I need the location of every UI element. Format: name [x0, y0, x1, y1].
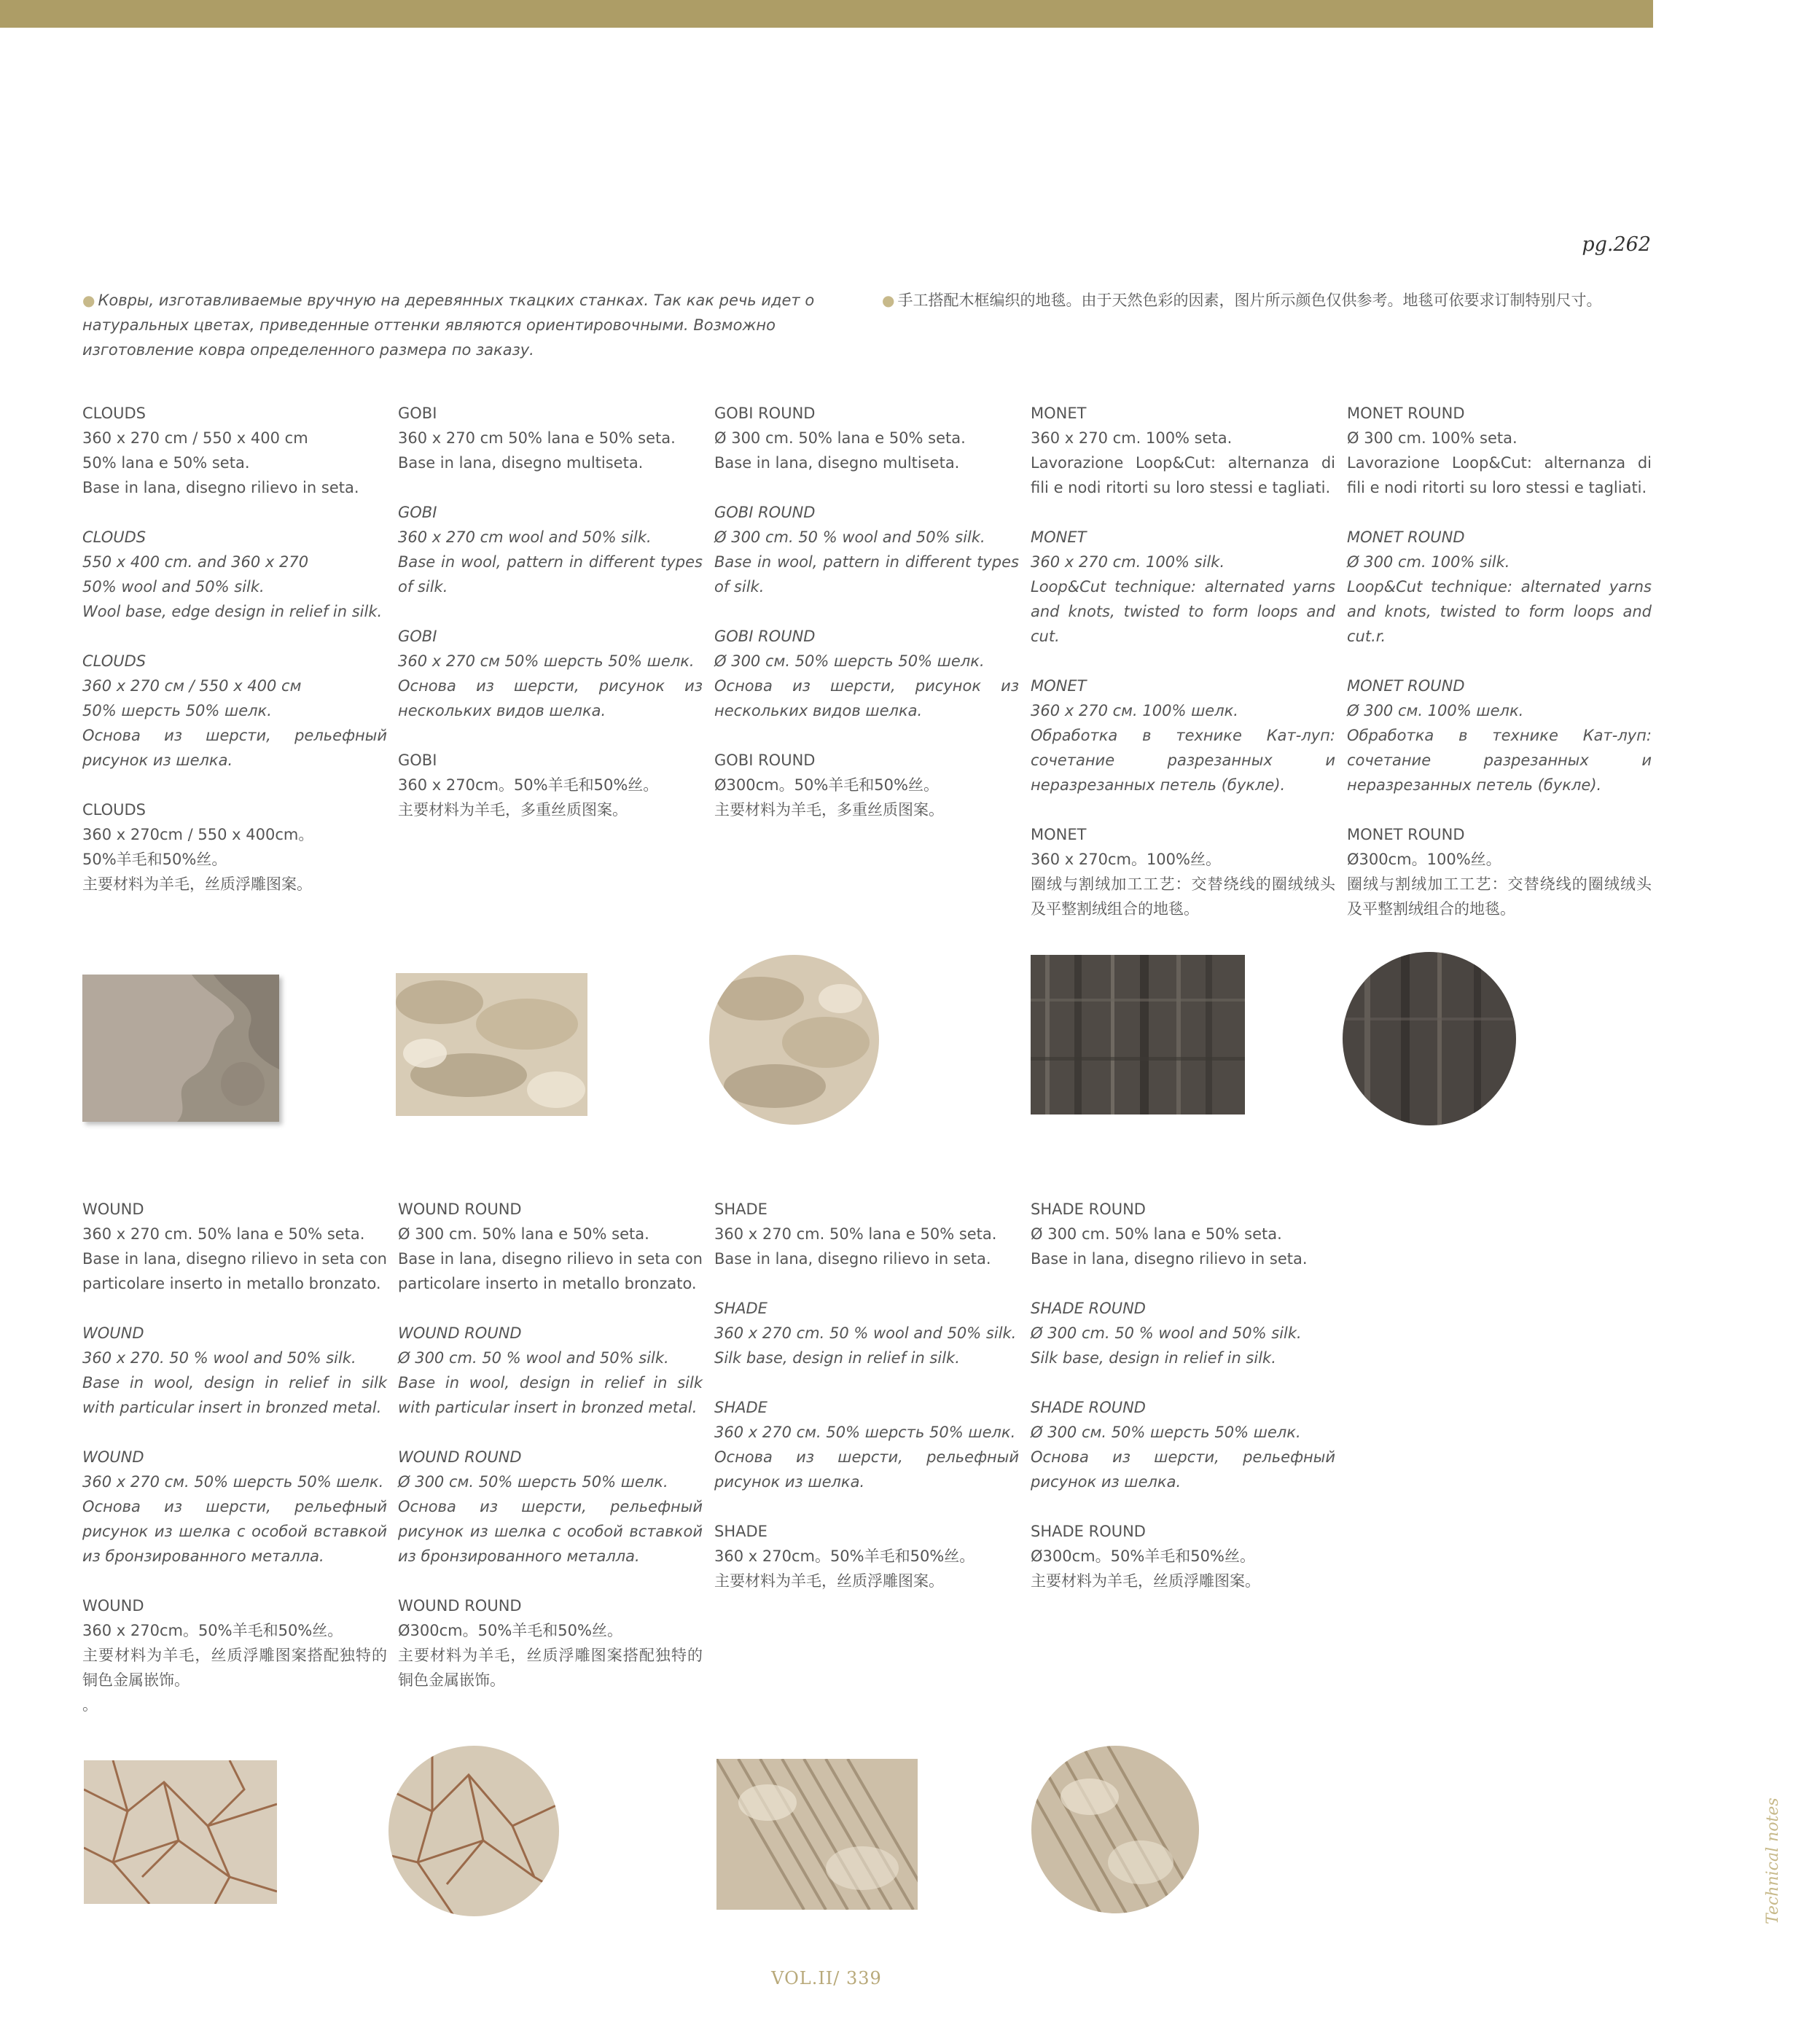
spec-line: 360 x 270cm / 550 x 400cm。 [82, 826, 314, 843]
product-name: SHADE [714, 1201, 768, 1218]
spec-line: Base in wool, pattern in different types of silk. [398, 553, 703, 596]
spec-line: Основа из шерсти, рельефный рисунок из шелка. [1031, 1448, 1335, 1491]
spec-block [398, 1445, 703, 1569]
shade-round-rug-image [1031, 1746, 1199, 1913]
spec-block [714, 500, 1019, 599]
product-name: CLOUDS [82, 801, 147, 819]
gobi-round-rug-image [709, 955, 879, 1125]
page-reference: pg.262 [1582, 233, 1651, 256]
product-wound [82, 1197, 387, 1742]
product-name: MONET ROUND [1347, 677, 1465, 695]
spec-line: Silk base, design in relief in silk. [1031, 1349, 1276, 1367]
spec-line: Ø300cm。100%丝。 [1347, 851, 1501, 868]
product-name: MONET [1031, 528, 1087, 546]
spec-line: 360 x 270 см. 50% шерсть 50% шелк. [714, 1424, 1016, 1441]
product-monet [1031, 401, 1335, 946]
intro-zh-text: 手工搭配木框编织的地毯。由于天然色彩的因素，图片所示颜色仅供参考。地毯可依要求订制特别尺寸。 [897, 292, 1602, 309]
spec-block [1031, 1197, 1335, 1271]
spec-block [398, 1321, 703, 1420]
spec-line: Основа из шерсти, рельефный рисунок из шелка. [714, 1448, 1019, 1491]
spec-block [398, 748, 703, 822]
spec-line: Ø 300 cm. 100% silk. [1347, 553, 1510, 571]
monet-round-rug-image [1343, 952, 1516, 1125]
spec-line: 50% lana e 50% seta. [82, 454, 250, 472]
spec-line: Base in wool, pattern in different types of silk. [714, 553, 1019, 596]
spec-line: Основа из шерсти, рисунок из нескольких видов шелка. [398, 677, 703, 719]
product-name: CLOUDS [82, 528, 147, 546]
spec-block [82, 401, 387, 500]
spec-line: Ø 300 см. 50% шерсть 50% шелк. [1031, 1424, 1301, 1441]
spec-line: 50%羊毛和50%丝。 [82, 851, 227, 868]
product-name: SHADE ROUND [1031, 1201, 1146, 1218]
spec-line: 主要材料为羊毛，丝质浮雕图案搭配独特的铜色金属嵌饰。 [82, 1647, 387, 1689]
bullet-icon: ● [82, 292, 95, 309]
spec-block [1031, 674, 1335, 797]
spec-line: Loop&Cut technique: alternated yarns and knots, twisted to form loops and cut. [1031, 578, 1335, 645]
spec-line: 主要材料为羊毛，丝质浮雕图案。 [714, 1572, 944, 1590]
spec-block [1031, 1519, 1335, 1593]
spec-line: Lavorazione Loop&Cut: alternanza di fili e nodi ritorti su loro stessi e tagliati. [1347, 454, 1652, 496]
spec-line: 360 x 270 см / 550 x 400 см [82, 677, 302, 695]
product-name: SHADE ROUND [1031, 1399, 1146, 1416]
spec-line: Основа из шерсти, рельефный рисунок из шелка с особой вставкой из бронзированного металла. [82, 1498, 387, 1565]
spec-line: 360 x 270 см 50% шерсть 50% шелк. [398, 652, 695, 670]
spec-line: Ø 300 cm. 50% lana e 50% seta. [398, 1225, 649, 1243]
product-name: GOBI ROUND [714, 504, 816, 521]
spec-block [714, 624, 1019, 723]
spec-line: Ø 300 см. 50% шерсть 50% шелк. [398, 1473, 668, 1491]
spec-block [714, 1296, 1019, 1370]
product-name: WOUND [82, 1201, 144, 1218]
spec-block [82, 649, 387, 773]
product-name: MONET [1031, 826, 1087, 843]
intro-russian [82, 288, 855, 362]
product-name: SHADE [714, 1300, 768, 1317]
shade-rug-image [716, 1759, 918, 1910]
spec-line: Ø300cm。50%羊毛和50%丝。 [714, 776, 939, 794]
product-name: GOBI ROUND [714, 752, 816, 769]
spec-line: Ø 300 cm. 50% lana e 50% seta. [1031, 1225, 1282, 1243]
spec-line: Lavorazione Loop&Cut: alternanza di fili e nodi ritorti su loro stessi e tagliati. [1031, 454, 1335, 496]
product-name: WOUND ROUND [398, 1201, 522, 1218]
product-name: MONET [1031, 405, 1087, 422]
spec-line: 360 x 270cm。100%丝。 [1031, 851, 1221, 868]
spec-line: 圈绒与割绒加工工艺：交替绕线的圈绒绒头及平整割绒组合的地毯。 [1031, 875, 1335, 918]
product-name: GOBI [398, 752, 437, 769]
spec-line: 360 x 270 cm. 50 % wool and 50% silk. [714, 1324, 1017, 1342]
spec-line: 360 x 270 cm / 550 x 400 cm [82, 429, 308, 447]
spec-block [1031, 401, 1335, 500]
spec-line: Ø300cm。50%羊毛和50%丝。 [398, 1622, 622, 1639]
spec-line: Base in lana, disegno rilievo in seta con particolare inserto in metallo bronzato. [398, 1250, 703, 1292]
spec-line: 360 x 270cm。50%羊毛和50%丝。 [714, 1547, 975, 1565]
intro-ru-text: Ковры, изготавливаемые вручную на деревянных ткацких станках. Так как речь идет о натуральных цветах, приведенные оттенки являются ориентировочными. Возможно изготовление ковра определенного размера по заказу. [82, 292, 815, 359]
spec-block [398, 1197, 703, 1296]
product-name: SHADE [714, 1523, 768, 1540]
product-monet-round [1347, 401, 1652, 946]
product-name: WOUND [82, 1448, 144, 1466]
spec-line: Ø 300 см. 100% шелк. [1347, 702, 1524, 719]
spec-block [82, 1445, 387, 1569]
intro-chinese [882, 288, 1655, 313]
wound-round-rug-image [388, 1746, 559, 1916]
product-name: CLOUDS [82, 405, 147, 422]
spec-line: 550 x 400 cm. and 360 x 270 [82, 553, 309, 571]
product-name: GOBI ROUND [714, 405, 816, 422]
top-accent-bar [0, 0, 1653, 28]
spec-line: Base in lana, disegno multiseta. [398, 454, 644, 472]
product-clouds [82, 401, 387, 921]
bullet-icon: ● [882, 292, 895, 309]
product-name: GOBI [398, 504, 437, 521]
spec-line: Base in wool, design in relief in silk with particular insert in bronzed metal. [82, 1374, 387, 1416]
spec-line: Основа из шерсти, рисунок из нескольких видов шелка. [714, 677, 1019, 719]
spec-line: 主要材料为羊毛，多重丝质图案。 [398, 801, 628, 819]
product-name: WOUND ROUND [398, 1448, 522, 1466]
spec-block [714, 1197, 1019, 1271]
spec-block [1347, 822, 1652, 921]
spec-line: Обработка в технике Кат-луп: сочетание разрезанных и неразрезанных петель (букле). [1347, 727, 1652, 794]
spec-block [82, 797, 387, 897]
spec-block [1347, 525, 1652, 649]
spec-block [1031, 1395, 1335, 1494]
spec-block [1031, 525, 1335, 649]
product-name: WOUND [82, 1324, 144, 1342]
spec-block [398, 624, 703, 723]
spec-line: Ø 300 cm. 50% lana e 50% seta. [714, 429, 966, 447]
spec-block [714, 401, 1019, 475]
spec-line: Base in lana, disegno rilievo in seta. [82, 479, 359, 496]
spec-line: 360 x 270 cm. 50% lana e 50% seta. [82, 1225, 365, 1243]
spec-block [1347, 674, 1652, 797]
spec-line: Ø300cm。50%羊毛和50%丝。 [1031, 1547, 1255, 1565]
spec-line: Ø 300 см. 50% шерсть 50% шелк. [714, 652, 985, 670]
spec-line: Base in wool, design in relief in silk with particular insert in bronzed metal. [398, 1374, 703, 1416]
spec-block [398, 1593, 703, 1693]
spec-line: 50% wool and 50% silk. [82, 578, 265, 596]
spec-line: Ø 300 cm. 100% seta. [1347, 429, 1518, 447]
gobi-rug-image [396, 973, 587, 1116]
spec-line: 360 x 270cm。50%羊毛和50%丝。 [82, 1622, 343, 1639]
spec-line: Ø 300 cm. 50 % wool and 50% silk. [398, 1349, 669, 1367]
spec-line: 主要材料为羊毛，丝质浮雕图案。 [1031, 1572, 1260, 1590]
spec-line: 360 x 270 cm 50% lana e 50% seta. [398, 429, 676, 447]
spec-line: 主要材料为羊毛，多重丝质图案。 [714, 801, 944, 819]
spec-line: Base in lana, disegno rilievo in seta con particolare inserto in metallo bronzato. [82, 1250, 387, 1292]
spec-line: Base in lana, disegno multiseta. [714, 454, 960, 472]
product-gobi [398, 401, 703, 847]
spec-line: Основа из шерсти, рельефный рисунок из шелка. [82, 727, 387, 769]
clouds-rug-image [82, 975, 279, 1122]
product-name: GOBI [398, 628, 437, 645]
spec-line: 360 x 270 см. 100% шелк. [1031, 702, 1238, 719]
spec-block [82, 1321, 387, 1420]
spec-line: 360 x 270 cm. 100% silk. [1031, 553, 1225, 571]
product-name: WOUND ROUND [398, 1597, 522, 1615]
spec-block [82, 525, 387, 624]
product-name: SHADE ROUND [1031, 1523, 1146, 1540]
spec-block [1347, 401, 1652, 500]
spec-line: Wool base, edge design in relief in silk. [82, 603, 383, 620]
spec-line: 。 [82, 1696, 98, 1714]
spec-line: Обработка в технике Кат-луп: сочетание разрезанных и неразрезанных петель (букле). [1031, 727, 1335, 794]
product-name: SHADE [714, 1399, 768, 1416]
spec-block [714, 748, 1019, 822]
spec-line: Ø 300 cm. 50 % wool and 50% silk. [714, 528, 985, 546]
spec-line: 360 x 270cm。50%羊毛和50%丝。 [398, 776, 659, 794]
spec-block [82, 1197, 387, 1296]
product-shade [714, 1197, 1019, 1618]
spec-line: 360 x 270. 50 % wool and 50% silk. [82, 1349, 356, 1367]
spec-line: 360 x 270 cm. 100% seta. [1031, 429, 1233, 447]
spec-line: Base in lana, disegno rilievo in seta. [714, 1250, 991, 1268]
spec-block [398, 401, 703, 475]
spec-line: 圈绒与割绒加工工艺：交替绕线的圈绒绒头及平整割绒组合的地毯。 [1347, 875, 1652, 918]
product-name: WOUND [82, 1597, 144, 1615]
spec-block [82, 1593, 387, 1717]
product-name: MONET [1031, 677, 1087, 695]
spec-line: 主要材料为羊毛，丝质浮雕图案搭配独特的铜色金属嵌饰。 [398, 1647, 703, 1689]
monet-rug-image [1031, 955, 1245, 1114]
product-gobi-round [714, 401, 1019, 847]
spec-line: 主要材料为羊毛，丝质浮雕图案。 [82, 875, 312, 893]
spec-block [398, 500, 703, 599]
product-name: GOBI ROUND [714, 628, 816, 645]
side-label: Technical notes [1764, 1797, 1782, 1924]
spec-block [1031, 822, 1335, 921]
product-shade-round [1031, 1197, 1335, 1618]
spec-line: Loop&Cut technique: alternated yarns and knots, twisted to form loops and cut.r. [1347, 578, 1652, 645]
spec-block [714, 1519, 1019, 1593]
product-name: GOBI [398, 405, 437, 422]
wound-rug-image [84, 1760, 277, 1904]
spec-line: 360 x 270 см. 50% шерсть 50% шелк. [82, 1473, 384, 1491]
product-wound-round [398, 1197, 703, 1717]
product-name: MONET ROUND [1347, 826, 1465, 843]
spec-line: Ø 300 cm. 50 % wool and 50% silk. [1031, 1324, 1302, 1342]
spec-block [714, 1395, 1019, 1494]
product-name: WOUND ROUND [398, 1324, 522, 1342]
spec-line: 360 x 270 cm. 50% lana e 50% seta. [714, 1225, 997, 1243]
page-footer: VOL.II/ 339 [771, 1968, 882, 1988]
spec-line: Silk base, design in relief in silk. [714, 1349, 960, 1367]
spec-line: Основа из шерсти, рельефный рисунок из шелка с особой вставкой из бронзированного металла. [398, 1498, 703, 1565]
product-name: MONET ROUND [1347, 528, 1465, 546]
spec-line: Base in lana, disegno rilievo in seta. [1031, 1250, 1308, 1268]
spec-block [1031, 1296, 1335, 1370]
spec-line: 50% шерсть 50% шелк. [82, 702, 272, 719]
spec-line: 360 x 270 cm wool and 50% silk. [398, 528, 652, 546]
product-name: MONET ROUND [1347, 405, 1465, 422]
product-name: SHADE ROUND [1031, 1300, 1146, 1317]
product-name: CLOUDS [82, 652, 147, 670]
